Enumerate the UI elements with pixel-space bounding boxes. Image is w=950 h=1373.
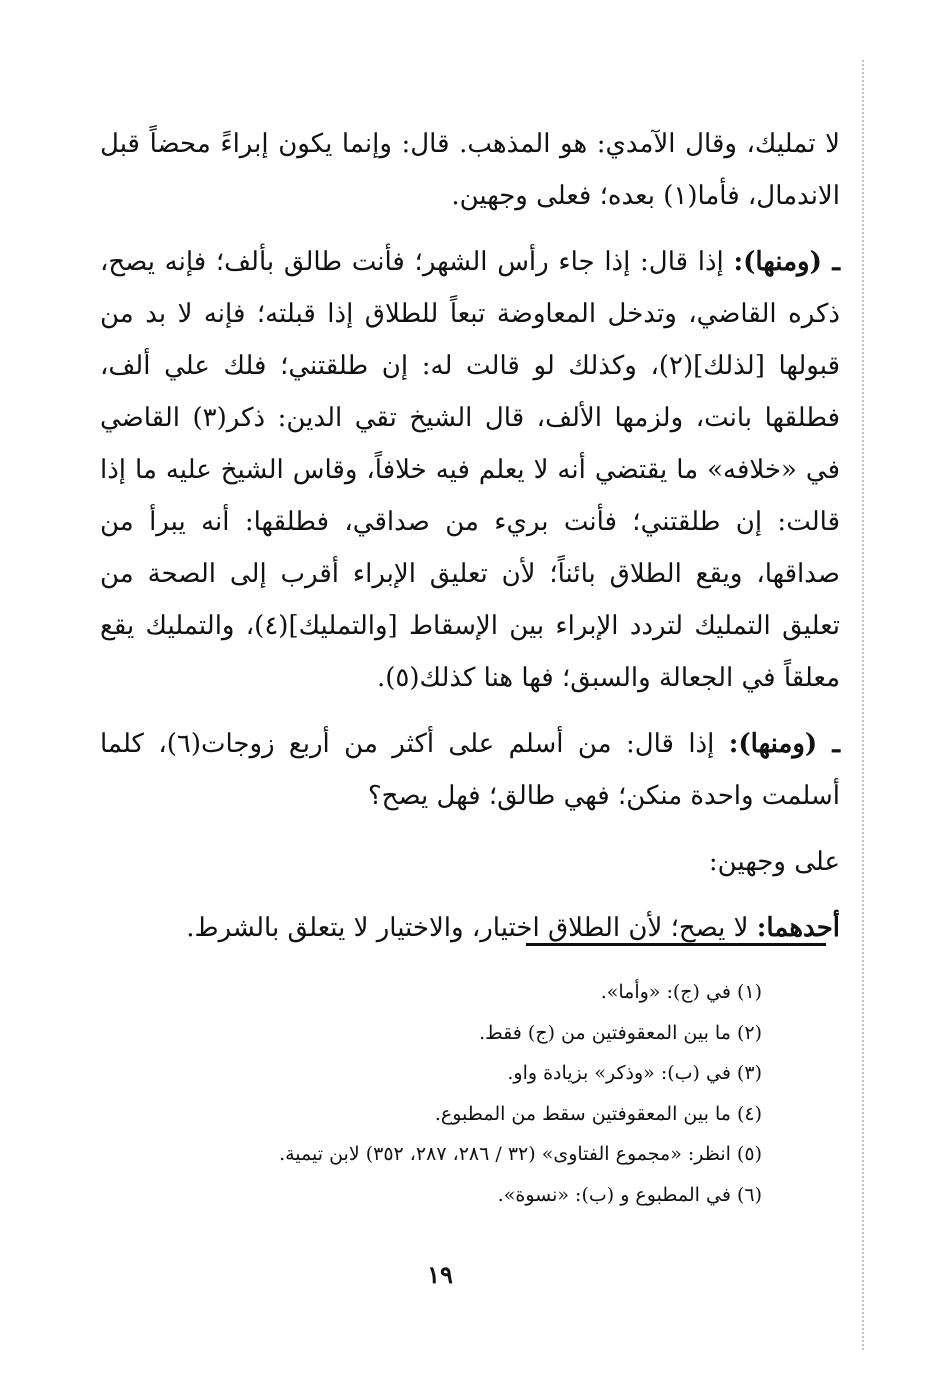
footnote-1: (١) في (ج): «وأما». (600, 981, 762, 1003)
paragraph-text: لا تمليك، وقال الآمدي: هو المذهب. قال: وإنما يكون إبراءً محضاً قبل الاندمال، فأما(١) بعده؛ فعلى وجهين. (100, 129, 840, 211)
footnote-divider (526, 943, 826, 946)
paragraph-text: على وجهين: (708, 847, 840, 877)
page-number: ١٩ (427, 1260, 453, 1289)
footnote-5: (٥) انظر: «مجموع الفتاوى» (٣٢ / ٢٨٦، ٢٨٧، ٣٥٢) لابن تيمية. (279, 1143, 762, 1165)
scan-edge-line (862, 60, 864, 1350)
main-text (100, 118, 840, 968)
paragraph-5 (100, 902, 840, 954)
paragraph-4 (100, 836, 840, 888)
paragraph-2 (100, 236, 840, 704)
paragraph-heading: ـ (ومنها): (733, 247, 841, 277)
paragraph-text: إذا قال: من أسلم على أكثر من أربع زوجات(٦)، كلما أسلمت واحدة منكن؛ فهي طالق؛ فهل يصح؟ (100, 729, 840, 811)
footnotes (100, 972, 762, 1215)
paragraph-3 (100, 718, 840, 822)
paragraph-heading: أحدهما: (756, 913, 840, 943)
footnote-3: (٣) في (ب): «وذكر» بزيادة واو. (507, 1062, 762, 1084)
footnote-6: (٦) في المطبوع و (ب): «نسوة». (497, 1183, 762, 1206)
footnote-4: (٤) ما بين المعقوفتين سقط من المطبوع. (434, 1102, 762, 1125)
paragraph-text: إذا قال: إذا جاء رأس الشهر؛ فأنت طالق بألف؛ فإنه يصح، ذكره القاضي، وتدخل المعاوضة تبعاً للطلاق إذا قبلته؛ فإنه لا بد من قبولها [لذلك](٢)، وكذلك لو قالت له: إن طلقتني؛ فلك علي ألف، فطلقها بانت، ولزمها الألف، قال الشيخ تقي الدين: ذكر(٣) القاضي في «خلافه» ما يقتضي أنه لا يعلم فيه خلافاً، وقاس الشيخ عليه ما إذا قالت: إن طلقتني؛ فأنت بريء من صداقي، فطلقها: أنه يبرأ من صداقها، ويقع الطلاق بائناً؛ لأن تعليق الإبراء أقرب إلى الصحة من تعليق التمليك لتردد الإبراء بين الإسقاط [والتمليك](٤)، والتمليك يقع معلقاً في الجعالة والسبق؛ فها هنا كذلك(٥). (100, 247, 841, 693)
footnote-2: (٢) ما بين المعقوفتين من (ج) فقط. (479, 1021, 762, 1044)
paragraph-text: لا يصح؛ لأن الطلاق اختيار، والاختيار لا يتعلق بالشرط. (186, 913, 757, 943)
paragraph-1 (100, 118, 840, 222)
paragraph-heading: ـ (ومنها): (728, 729, 840, 759)
